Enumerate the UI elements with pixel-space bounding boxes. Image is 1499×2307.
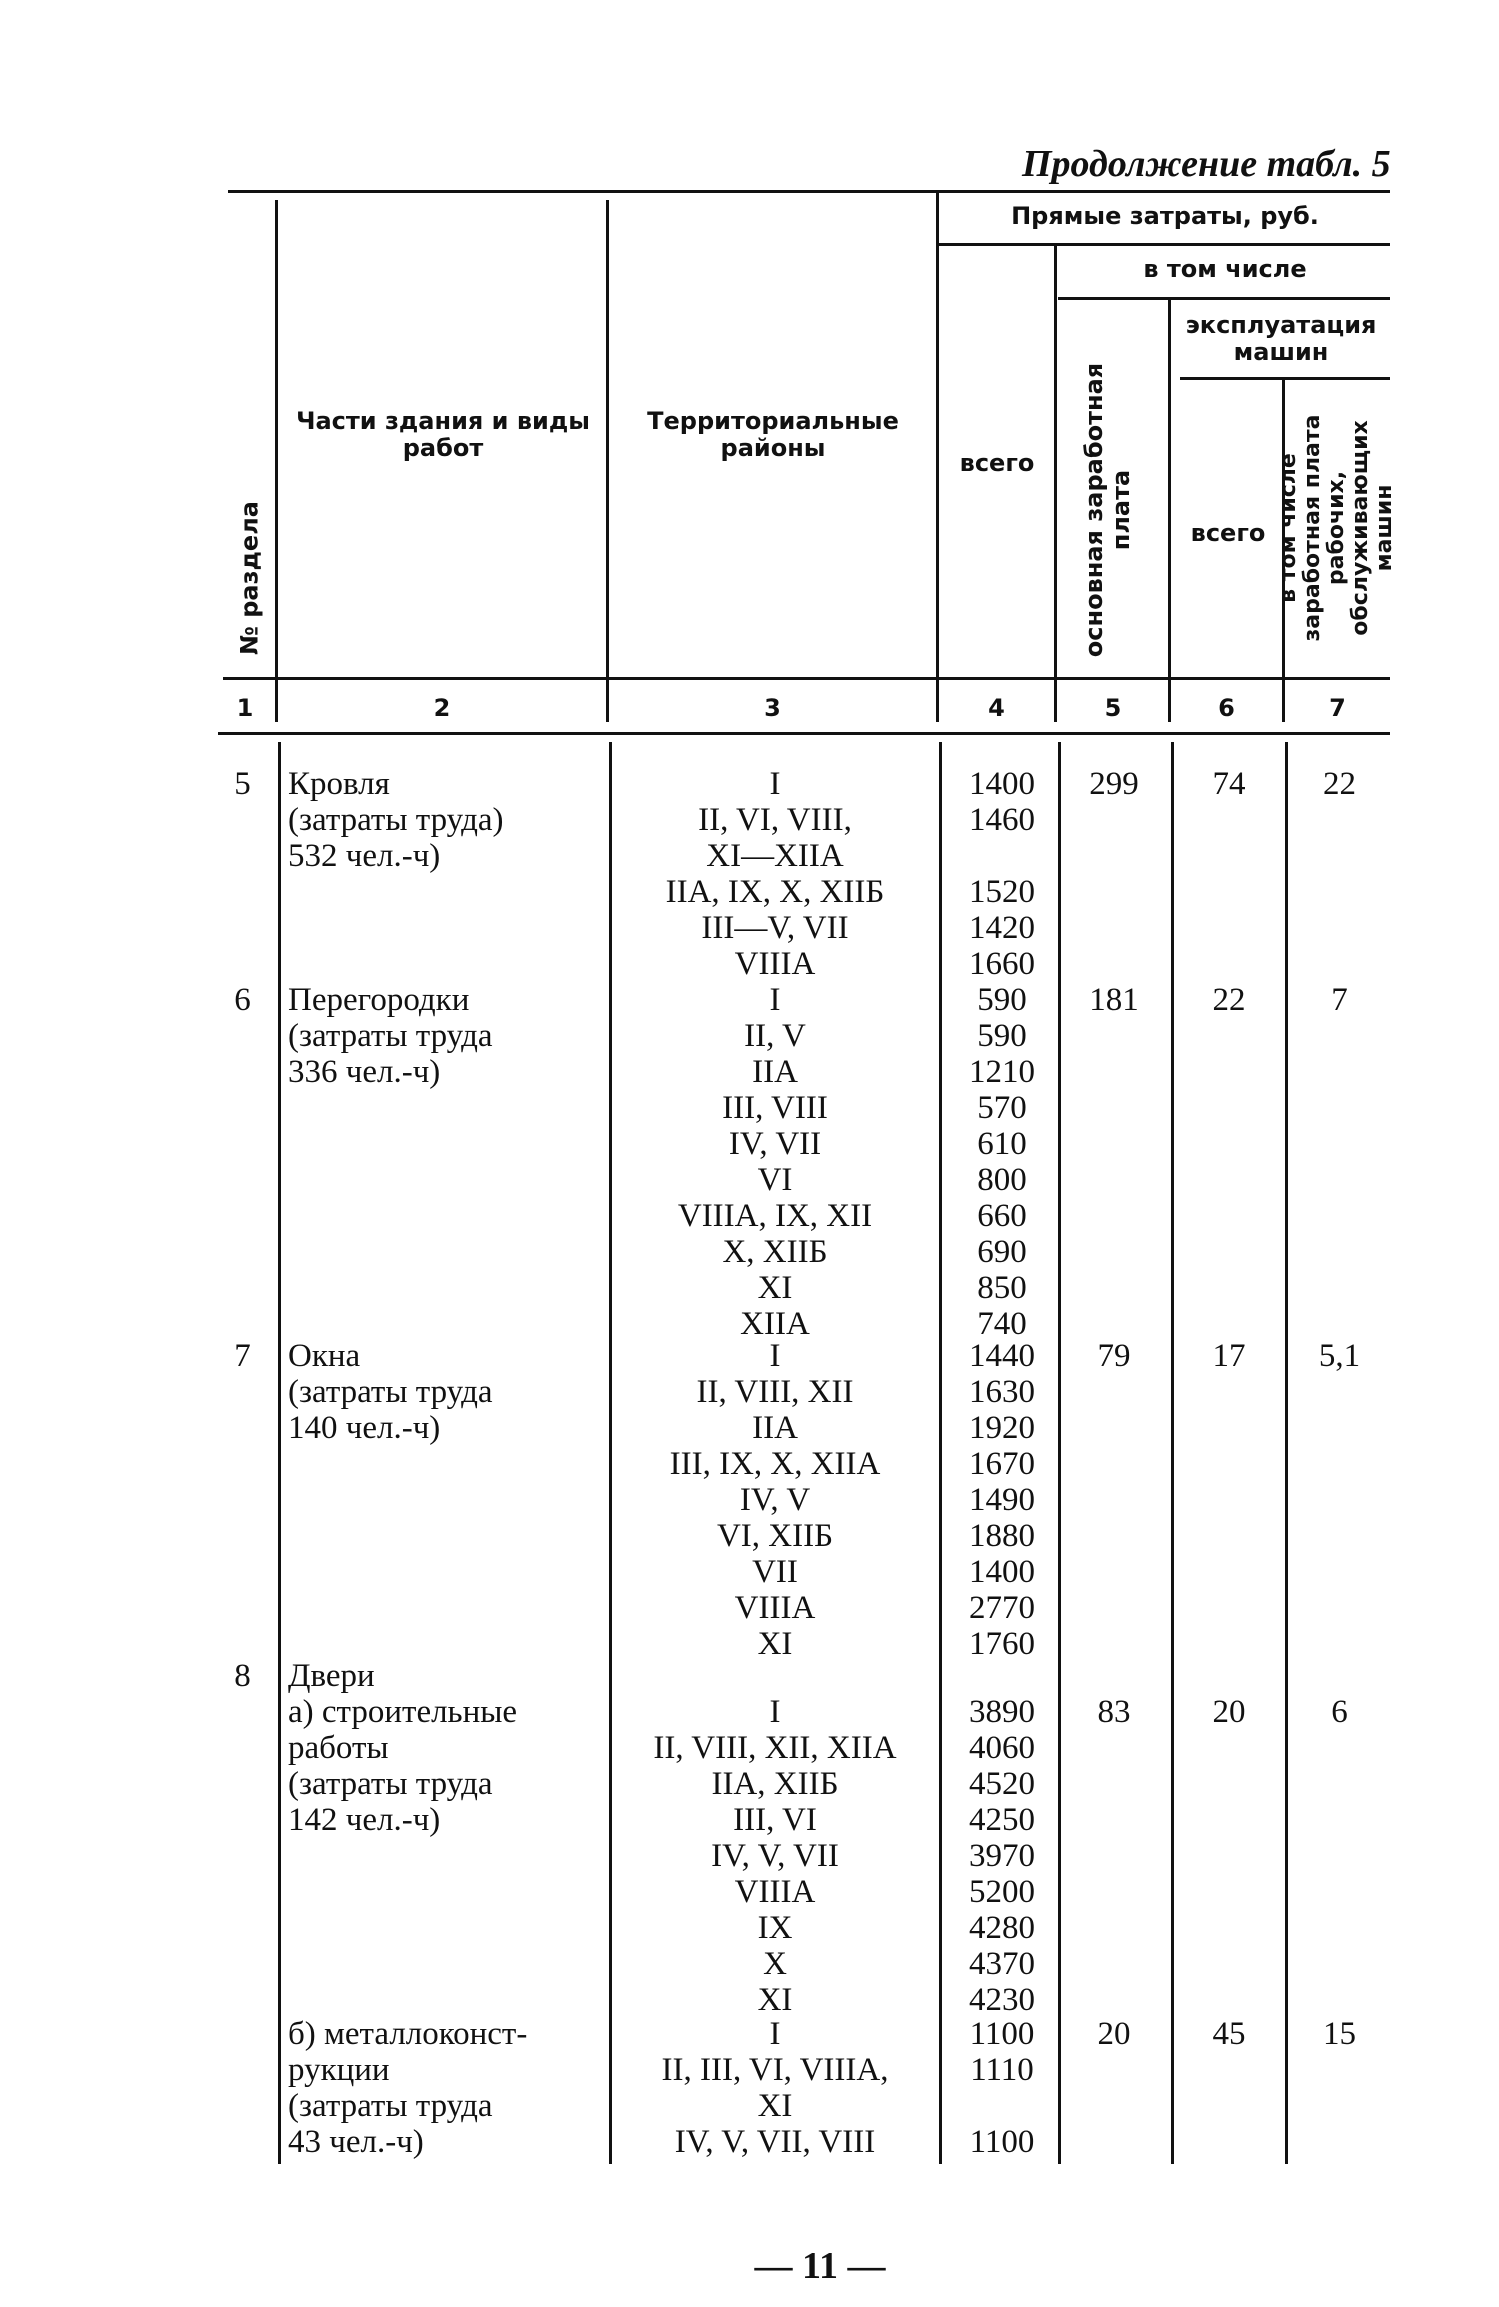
vrule-5	[1168, 300, 1171, 722]
section-machines-total: 17	[1212, 1338, 1246, 1374]
subsection-totals: 1100 1110 1100	[969, 2016, 1035, 2160]
header-total: всего	[959, 449, 1035, 477]
subsection-work: б) металлоконст- рукции (затраты труда 43 чел.-ч)	[288, 2016, 528, 2160]
header-basic-wage: основная заработная плата	[1080, 362, 1135, 658]
subsection-basic-wage: 83	[1097, 1694, 1131, 1730]
section-number: 5	[234, 766, 251, 802]
section-machines-total: 74	[1212, 766, 1246, 802]
section-districts: I II, V IIA III, VIII IV, VII VI VIIIA, IX, XII X, XIIБ XI XIIA	[677, 982, 873, 1342]
column-number-3: 3	[764, 694, 781, 722]
section-machine-wage: 7	[1331, 982, 1348, 1018]
vrule-1	[275, 200, 278, 722]
header-machine-operation: эксплуатация машин	[1185, 311, 1377, 366]
column-number-7: 7	[1329, 694, 1346, 722]
section-number: 8	[234, 1658, 251, 1694]
body-vrule-1	[278, 742, 281, 2164]
vrule-4	[1054, 246, 1057, 722]
section-basic-wage: 181	[1089, 982, 1139, 1018]
section-totals: 1400 1460 1520 1420 1660	[969, 766, 1035, 982]
body-vrule-6	[1285, 742, 1288, 2164]
header-machine-wage: в том числе заработная плата рабочих, обслуживающих машин	[1276, 414, 1397, 642]
header-top-rule	[228, 190, 1390, 193]
section-work: Двери	[288, 1658, 375, 1694]
section-districts: I II, VIII, XII IIA III, IX, X, XIIA IV, V VI, XIIБ VII VIIIA XI	[669, 1338, 881, 1662]
section-work: Перегородки (затраты труда 336 чел.-ч)	[288, 982, 493, 1090]
column-number-6: 6	[1218, 694, 1235, 722]
vrule-3	[936, 193, 939, 722]
subsection-totals: 3890 4060 4520 4250 3970 5200 4280 4370 4230	[969, 1694, 1035, 2018]
rule-including	[1058, 297, 1390, 300]
column-number-4: 4	[988, 694, 1005, 722]
section-basic-wage: 299	[1089, 766, 1139, 802]
section-totals: 590 590 1210 570 610 800 660 690 850 740	[969, 982, 1035, 1342]
section-number: 7	[234, 1338, 251, 1374]
section-machine-wage: 5,1	[1318, 1338, 1361, 1374]
section-machine-wage: 22	[1323, 766, 1356, 802]
subsection-machines-total: 45	[1212, 2016, 1246, 2052]
column-number-5: 5	[1104, 694, 1122, 722]
section-work: Кровля (затраты труда) 532 чел.-ч)	[288, 766, 504, 874]
rule-machine-operation	[1180, 377, 1390, 380]
table-caption: Продолжение табл. 5	[1022, 143, 1391, 185]
section-machines-total: 22	[1212, 982, 1246, 1018]
body-vrule-5	[1171, 742, 1174, 2164]
section-districts: I II, VI, VIII, XI—XIIA IIA, IX, X, XIIБ III—V, VII VIIIA	[665, 766, 885, 982]
section-number: 6	[234, 982, 251, 1018]
subsection-basic-wage: 20	[1097, 2016, 1131, 2052]
section-work: Окна (затраты труда 140 чел.-ч)	[288, 1338, 493, 1446]
header-bottom-rule	[223, 677, 1390, 680]
header-section-number: № раздела	[235, 501, 264, 655]
section-totals: 1440 1630 1920 1670 1490 1880 1400 2770 1760	[969, 1338, 1035, 1662]
subsection-machine-wage: 6	[1331, 1694, 1348, 1730]
rule-direct-costs	[936, 243, 1390, 246]
subsection-machine-wage: 15	[1323, 2016, 1356, 2052]
column-number-1: 1	[236, 694, 254, 722]
header-building-parts: Части здания и виды работ	[296, 407, 590, 462]
header-machines-total: всего	[1190, 519, 1266, 547]
column-numbers-rule	[218, 732, 1390, 735]
subsection-districts: I II, III, VI, VIIIA, XI IV, V, VII, VIII	[661, 2016, 889, 2160]
header-direct-costs: Прямые затраты, руб.	[1011, 202, 1319, 230]
section-basic-wage: 79	[1097, 1338, 1131, 1374]
subsection-machines-total: 20	[1212, 1694, 1246, 1730]
vrule-2	[606, 200, 609, 722]
page-number: — 11 —	[754, 2245, 886, 2287]
subsection-districts: I II, VIII, XII, XIIA IIA, XIIБ III, VI IV, V, VII VIIIA IX X XI	[653, 1694, 897, 2018]
body-vrule-3	[939, 742, 942, 2164]
header-territorial-districts: Территориальные районы	[647, 407, 899, 462]
header-including: в том числе	[1143, 255, 1307, 283]
column-number-2: 2	[433, 694, 451, 722]
subsection-work: а) строительные работы (затраты труда 142 чел.-ч)	[288, 1694, 518, 1838]
